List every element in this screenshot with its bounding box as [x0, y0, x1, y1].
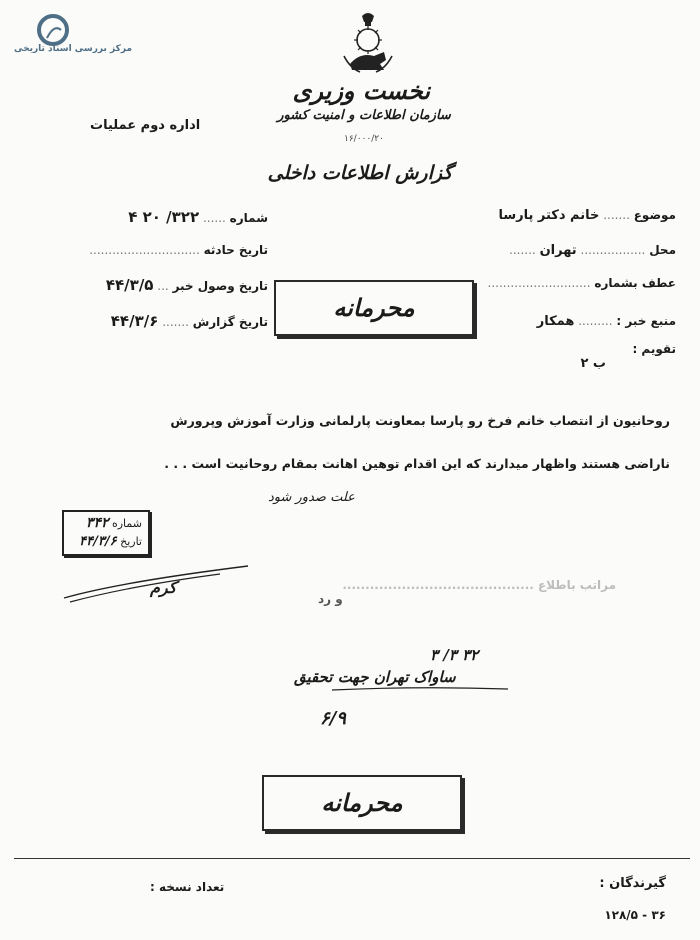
- receipt-date-value: ۴۴/۳/۵: [105, 276, 154, 294]
- faint-note-line: مراتب باطلاع ..........................................: [342, 578, 616, 592]
- underline-stroke: [330, 684, 510, 694]
- registration-date-label: تاریخ: [120, 535, 142, 548]
- registration-date-row: [79, 534, 142, 549]
- report-date-field: [111, 312, 268, 330]
- dot-leader: .................: [580, 243, 646, 257]
- subject-label: موضوع: [633, 208, 676, 222]
- incident-date-label: تاریخ حادثه: [203, 243, 268, 257]
- handwritten-note-top: علت صدور شود: [268, 490, 355, 505]
- footer-divider: [14, 858, 690, 859]
- archive-logo-icon: [34, 12, 72, 48]
- signature-initials: کرم: [150, 578, 177, 597]
- dot-leader: ...: [157, 279, 169, 293]
- faint-note-suffix: و رد: [318, 592, 343, 606]
- header-code: ۱۶/۰۰۰/۲۰: [344, 134, 384, 144]
- registration-number-label: شماره: [111, 517, 142, 530]
- report-date-value: ۴۴/۳/۶: [110, 312, 159, 330]
- report-date-label: تاریخ گزارش: [192, 315, 268, 329]
- receipt-date-field: [106, 276, 268, 294]
- number-value: ۳۲۲/ ۲۰ ۴: [128, 208, 200, 226]
- dot-leader: .........: [578, 314, 613, 328]
- handwritten-note-dated: ۳۲ ۳/ ۳: [430, 646, 479, 664]
- report-body-line-1: روحانیون از انتصاب خانم فرخ رو پارسا بمعاونت پارلمانی وزارت آموزش وپرورش: [170, 413, 670, 428]
- handwritten-instruction: ساواک تهران جهت تحقیق: [294, 668, 456, 686]
- recipients-label: گیرندگان :: [599, 876, 666, 891]
- classification-stamp: [274, 280, 474, 336]
- dot-leader: .......: [509, 243, 536, 257]
- report-title: گزارش اطلاعات داخلی: [267, 162, 453, 184]
- dot-leader: .............................: [89, 243, 200, 257]
- registration-number-value: ۳۴۲: [85, 515, 109, 531]
- receipt-date-label: تاریخ وصول خبر: [172, 279, 268, 293]
- incident-date-field: [89, 243, 268, 257]
- dot-leader: .......: [603, 208, 630, 222]
- registration-date-value: ۴۴/۳/۶: [79, 534, 117, 549]
- classification-stamp-footer: [262, 775, 462, 831]
- assessment-value: ب ۲: [580, 356, 606, 371]
- location-label: محل: [649, 243, 676, 257]
- handwritten-number: ۶/۹: [320, 708, 346, 729]
- registration-number-row: [86, 515, 142, 531]
- dot-leader: ......: [202, 211, 226, 225]
- registration-stamp: [62, 510, 150, 556]
- ministry-title: نخست وزیری: [292, 76, 430, 105]
- source-field: [537, 314, 676, 329]
- form-code: ۳۶ - ۱۲۸/۵: [604, 908, 666, 922]
- dot-leader: ...........................: [487, 276, 591, 290]
- copies-label: تعداد نسخه :: [150, 880, 225, 894]
- subject-field: [498, 208, 676, 223]
- report-body-line-2: ناراضی هستند واظهار میدارند که این اقدام توهین اهانت بمقام روحانیت است . . .: [164, 456, 670, 471]
- lion-and-sun-emblem-icon: [340, 10, 396, 80]
- subject-value: خانم دکتر پارسا: [498, 208, 600, 223]
- number-field: [128, 208, 268, 226]
- location-field: [509, 243, 676, 258]
- reference-field: [488, 276, 676, 290]
- reference-label: عطف بشماره: [594, 276, 676, 290]
- assessment-field: [632, 342, 676, 356]
- classification-stamp-footer-text: محرمانه: [321, 788, 403, 817]
- location-value: تهران: [539, 243, 577, 258]
- dot-leader: .......: [162, 315, 189, 329]
- department-name: اداره دوم عملیات: [90, 118, 201, 133]
- organization-name: سازمان اطلاعات و امنیت کشور: [277, 108, 451, 123]
- number-label: شماره: [229, 211, 268, 225]
- watermark-text: مرکز بررسی اسناد تاریخی: [14, 44, 133, 54]
- source-value: همکار: [536, 314, 575, 329]
- source-label: منبع خبر :: [616, 314, 676, 328]
- assessment-label: تقویم :: [632, 342, 676, 356]
- classification-stamp-text: محرمانه: [333, 293, 415, 322]
